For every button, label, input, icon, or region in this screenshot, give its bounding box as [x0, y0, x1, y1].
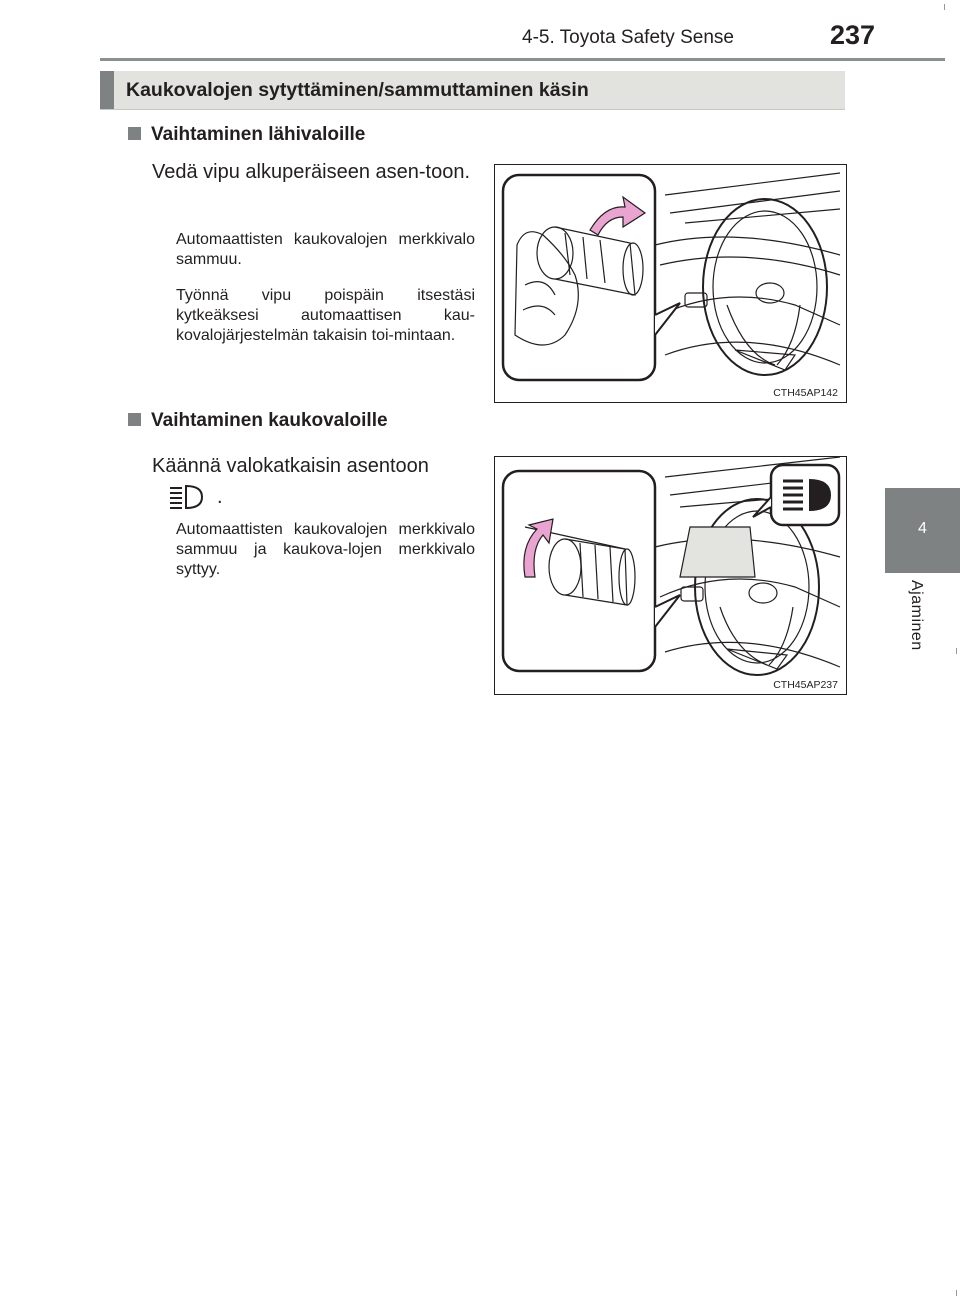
page-number: 237	[830, 20, 876, 50]
figure-illustration	[495, 457, 846, 694]
figure-code: CTH45AP142	[773, 387, 838, 399]
note-text: Automaattisten kaukovalojen merkkivalo sammuu.	[176, 231, 475, 268]
subheading-label: Vaihtaminen kaukovaloille	[151, 410, 388, 431]
header-rule	[100, 58, 945, 61]
instruction-end: .	[217, 486, 223, 508]
instruction-text: Vedä vipu alkuperäiseen asen-toon.	[152, 161, 471, 183]
subheading-label: Vaihtaminen lähivaloille	[151, 124, 366, 145]
subheading-high-beam	[128, 410, 388, 432]
crop-mark	[956, 648, 957, 654]
chapter-title: Ajaminen	[908, 580, 925, 651]
chapter-number: 4	[918, 520, 927, 537]
section-title: Kaukovalojen sytyttäminen/sammuttaminen käsin	[126, 79, 589, 101]
square-bullet-icon	[128, 413, 141, 426]
crop-mark	[944, 4, 945, 10]
section-bar	[100, 71, 114, 109]
header-section-title: 4-5. Toyota Safety Sense	[522, 27, 734, 48]
figure-code: CTH45AP237	[773, 679, 838, 691]
chapter-tab	[885, 488, 960, 573]
note-text: Automaattisten kaukovalojen merkkivalo sammuu ja kaukova-lojen merkkivalo syttyy.	[176, 521, 475, 578]
note-text: Työnnä vipu poispäin itsestäsi kytkeäksesi automaattisen kau-kovalojärjestelmän takaisin toi-mintaan.	[176, 287, 475, 344]
figure-lever-pull	[494, 164, 847, 403]
subheading-low-beam	[128, 124, 365, 146]
figure-illustration	[495, 165, 846, 402]
square-bullet-icon	[128, 127, 141, 140]
section-header	[100, 71, 845, 110]
instruction-text: Käännä valokatkaisin asentoon	[152, 455, 429, 477]
crop-mark	[956, 1290, 957, 1296]
high-beam-icon	[168, 482, 204, 512]
figure-lever-push	[494, 456, 847, 695]
